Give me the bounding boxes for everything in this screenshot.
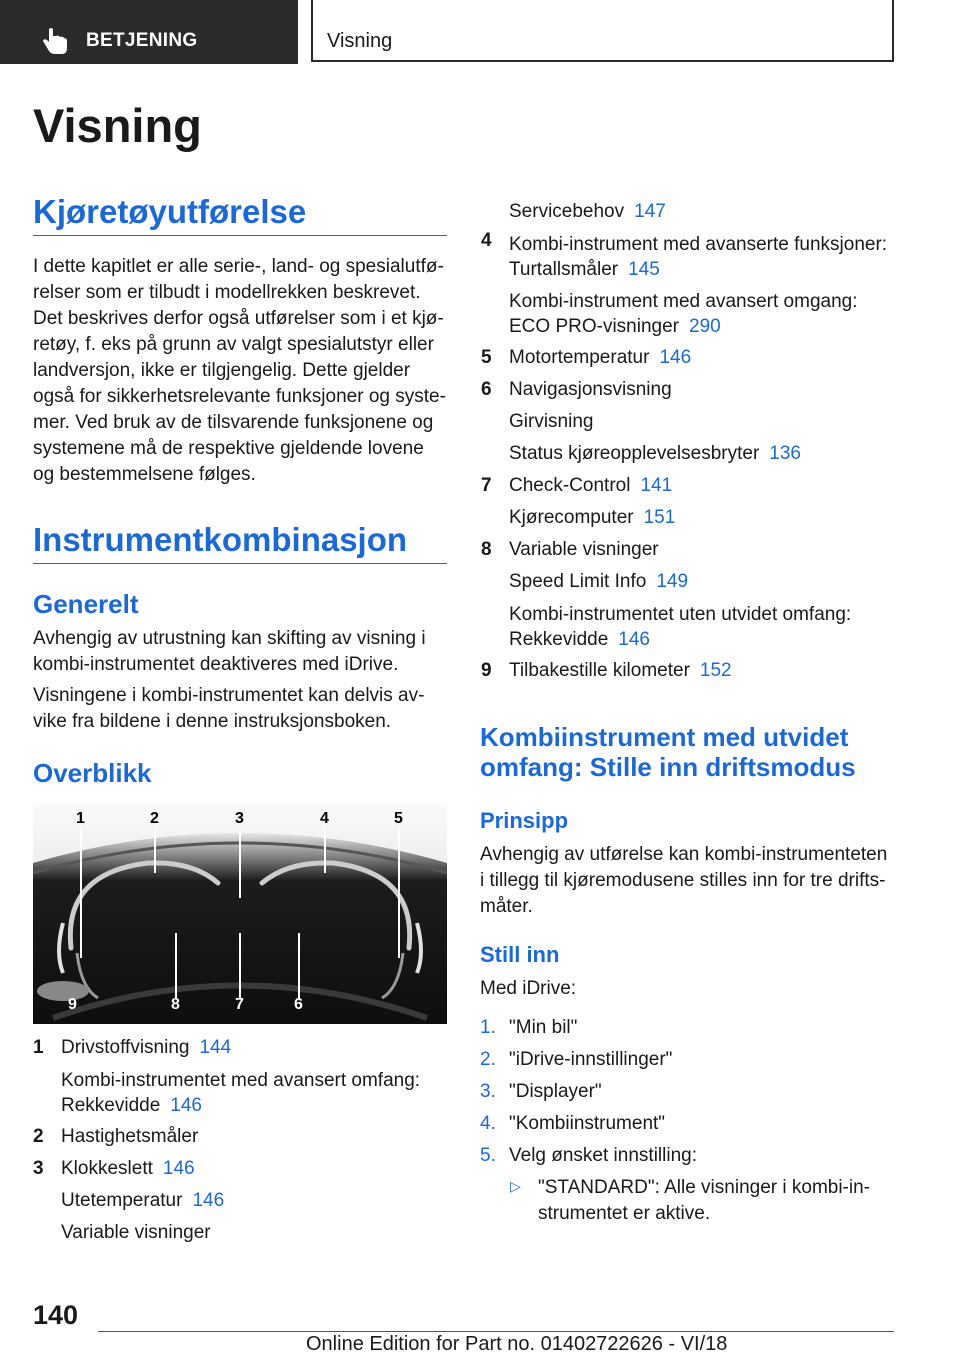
footer-rule: [98, 1331, 894, 1332]
list-item: 1 Drivstoffvisning 144: [33, 1037, 232, 1058]
operating-mode-heading: Kombiinstrument med utvidet omfang: Stille inn driftsmodus: [480, 722, 856, 782]
callout-number: 1: [76, 810, 85, 827]
legend-left: [33, 1032, 453, 1249]
general-paragraph-2: Visningene i kombi-instrumentet kan delvis av- vike fra bildene i denne instruksjonsboken.: [33, 685, 425, 732]
page-link[interactable]: 146: [192, 1190, 225, 1211]
legend-right: [481, 196, 901, 687]
list-item: Kombi-instrumentet uten utvidet omfang: Rekkevidde 146: [509, 604, 852, 650]
page-link[interactable]: 147: [634, 201, 666, 222]
general-heading: Generelt: [33, 589, 139, 619]
list-item: 2 Hastighetsmåler: [33, 1126, 199, 1147]
page-link[interactable]: 145: [628, 259, 660, 280]
page-title: Visning: [33, 99, 202, 152]
page-link[interactable]: 146: [162, 1158, 195, 1179]
callout-number: 8: [171, 996, 180, 1013]
list-item: 4 Kombi-instrument med avanserte funksjoner: Turtallsmåler 145: [481, 230, 888, 280]
page-link[interactable]: 152: [699, 660, 732, 681]
list-item: 3 Klokkeslett 146: [33, 1158, 195, 1179]
page-link[interactable]: 290: [689, 316, 721, 337]
page-link[interactable]: 141: [640, 475, 673, 496]
triangle-bullet-icon: ▷: [510, 1178, 521, 1194]
callout-number: 7: [235, 996, 244, 1013]
list-item: Kjørecomputer 151: [509, 507, 676, 528]
heading-rule: [33, 235, 447, 236]
list-item: 8 Variable visninger: [481, 539, 659, 560]
list-item: Servicebehov 147: [509, 201, 666, 222]
instrument-cluster-heading: Instrumentkombinasjon: [33, 521, 408, 558]
callout-number: 4: [320, 810, 329, 827]
page-link[interactable]: 151: [643, 507, 676, 528]
callout-number: 6: [294, 996, 303, 1013]
instrument-cluster-image: [33, 803, 447, 1024]
chapter-label: BETJENING: [86, 30, 198, 51]
page-link[interactable]: 136: [769, 443, 801, 464]
vehicle-version-body: I dette kapitlet er alle serie-, land- og spesialutfø- relser som er tilbudt i modellrekken beskrevet. Det beskrives derfor også utførelser som i et kjø- retøy, f. eks på grunn av valgt spesialutstyr eller landversjon, ikke er tilgjengelig. Dette gjelder også for sikkerhetsrelevante funksjoner og syste- mer. Ved bruk av de tilsvarende funksjonene og systemene må de respektive gjeldende lovene og bestemmelsene følges.: [33, 256, 446, 485]
page-link[interactable]: 146: [659, 347, 692, 368]
principle-body: Avhengig av utførelse kan kombi-instrumenteten i tillegg til kjøremodusene stilles inn for tre drifts- måter.: [480, 844, 888, 917]
chapter-tab: [0, 0, 298, 64]
callout-number: 2: [150, 810, 159, 827]
list-item: 7 Check-Control 141: [481, 475, 673, 496]
list-item: Girvisning: [509, 411, 594, 432]
option-standard: "STANDARD": Alle visninger i kombi-in- strumentet er aktive.: [538, 1177, 870, 1224]
principle-heading: Prinsipp: [480, 808, 569, 833]
page-number: 140: [33, 1300, 79, 1330]
list-item: 6 Navigasjonsvisning: [481, 379, 672, 400]
list-item: Kombi-instrumentet med avansert omfang: Rekkevidde 146: [61, 1070, 421, 1116]
page-link[interactable]: 146: [618, 629, 650, 650]
list-item: Utetemperatur 146: [61, 1190, 225, 1211]
list-item: Speed Limit Info 149: [509, 571, 689, 592]
callout-number: 5: [394, 810, 403, 827]
running-header-title: Visning: [327, 30, 393, 52]
list-item: Status kjøreopplevelsesbryter 136: [509, 443, 801, 464]
list-item: 5 Motortemperatur 146: [481, 347, 692, 368]
page-link[interactable]: 144: [199, 1037, 232, 1058]
setup-intro: Med iDrive:: [480, 978, 577, 999]
list-item: 9 Tilbakestille kilometer 152: [481, 660, 732, 681]
setup-heading: Still inn: [480, 942, 560, 967]
callout-number: 3: [235, 810, 244, 827]
list-item: Variable visninger: [61, 1222, 211, 1243]
general-paragraph-1: Avhengig av utrustning kan skifting av visning i kombi-instrumentet deaktiveres med iDrive.: [33, 628, 426, 675]
page-link[interactable]: 146: [170, 1095, 202, 1116]
edition-note: Online Edition for Part no. 01402722626 - VI/18: [306, 1333, 728, 1355]
vehicle-version-heading: Kjøretøyutførelse: [33, 193, 307, 230]
hand-pointer-icon: [40, 27, 70, 55]
list-item: Kombi-instrument med avansert omgang: ECO PRO-visninger 290: [509, 291, 858, 337]
overview-heading: Overblikk: [33, 758, 152, 788]
running-header: [311, 0, 894, 62]
page-link[interactable]: 149: [656, 571, 689, 592]
callout-number: 9: [68, 996, 77, 1013]
heading-rule: [33, 563, 447, 564]
